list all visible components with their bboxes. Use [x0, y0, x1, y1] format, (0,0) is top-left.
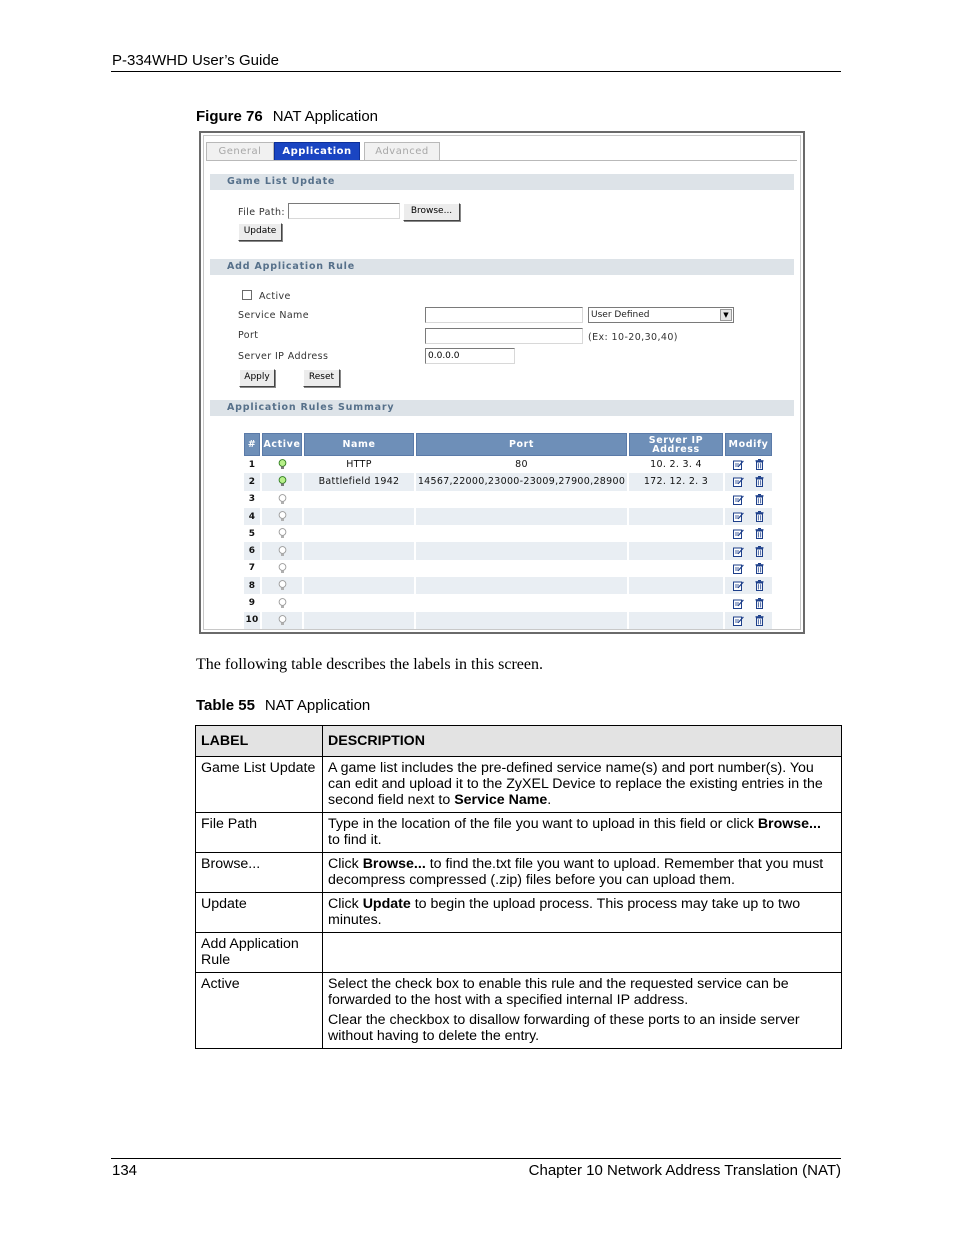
rule-name — [304, 491, 414, 508]
desc-bold-term: Update — [362, 896, 411, 912]
service-name-input[interactable] — [425, 307, 583, 323]
screenshot-panel — [203, 135, 801, 630]
desc-text: to find the.txt file you want to upload. Remember that you must decompress compressed (.zip) files before you can upload them. — [328, 856, 824, 888]
lightbulb-off-icon — [262, 560, 302, 577]
desc-description — [323, 973, 842, 1049]
desc-text: Click — [328, 896, 363, 912]
rule-port — [416, 491, 627, 508]
desc-head-description: DESCRIPTION — [323, 726, 842, 757]
tab-advanced[interactable]: Advanced — [364, 142, 440, 161]
figure-title: NAT Application — [272, 108, 379, 125]
desc-description — [323, 813, 842, 853]
table-row — [244, 594, 772, 611]
rules-summary-table — [242, 433, 774, 629]
tab-application[interactable]: Application — [274, 142, 360, 161]
trash-icon[interactable] — [749, 546, 770, 557]
rule-number: 5 — [248, 528, 256, 539]
rule-server-ip — [629, 612, 723, 629]
rule-modify — [725, 594, 772, 611]
lightbulb-on-icon — [262, 456, 302, 473]
port-hint: (Ex: 10-20,30,40) — [588, 332, 678, 343]
rule-server-ip — [629, 525, 723, 542]
table-row — [244, 473, 772, 490]
desc-label: Active — [196, 973, 323, 1049]
edit-icon[interactable] — [728, 546, 749, 557]
rule-port — [416, 508, 627, 525]
desc-paragraph — [328, 896, 836, 928]
edit-icon[interactable] — [728, 528, 749, 539]
desc-bold-term: Service Name — [454, 792, 548, 808]
rule-modify — [725, 525, 772, 542]
rule-number: 10 — [244, 612, 260, 629]
port-label: Port — [238, 330, 259, 341]
desc-bold-term: Browse... — [757, 816, 821, 832]
col-number: # — [244, 433, 260, 456]
lightbulb-off-icon — [262, 612, 302, 629]
desc-text: Click — [328, 856, 363, 872]
edit-icon[interactable] — [728, 598, 749, 609]
table-row — [196, 757, 842, 813]
reset-button[interactable]: Reset — [303, 369, 340, 387]
rule-name — [304, 612, 414, 629]
server-ip-label: Server IP Address — [238, 351, 329, 362]
rule-server-ip: 172. 12. 2. 3 — [629, 473, 723, 490]
desc-bold-term: Browse... — [362, 856, 426, 872]
service-select[interactable] — [588, 307, 734, 323]
rule-server-ip — [629, 577, 723, 594]
rule-number: 8 — [244, 577, 260, 594]
service-name-label: Service Name — [238, 310, 309, 321]
desc-description — [323, 933, 842, 973]
tab-underline — [207, 160, 797, 161]
rule-server-ip — [629, 594, 723, 611]
rule-port — [416, 560, 627, 577]
lightbulb-off-icon — [262, 525, 302, 542]
rule-name — [304, 577, 414, 594]
rule-number: 6 — [244, 542, 260, 559]
table-row — [244, 456, 772, 473]
col-name: Name — [304, 433, 414, 456]
page-number: 134 — [112, 1162, 138, 1179]
rule-modify — [725, 456, 772, 473]
rule-name — [304, 560, 414, 577]
desc-text: to find it. — [328, 832, 382, 848]
table-row — [244, 525, 772, 542]
table-row — [196, 973, 842, 1049]
rule-modify — [725, 542, 772, 559]
rule-number: 4 — [244, 508, 260, 525]
section-game-list-update: Game List Update — [210, 174, 794, 190]
col-server-ip: Server IP Address — [629, 433, 723, 456]
server-ip-input[interactable]: 0.0.0.0 — [425, 348, 515, 364]
trash-icon[interactable] — [749, 459, 770, 470]
desc-paragraph — [328, 816, 836, 848]
desc-header-row — [196, 726, 842, 757]
page-header: P-334WHD User’s Guide — [112, 52, 279, 69]
desc-description — [323, 893, 842, 933]
chevron-down-icon[interactable]: ▼ — [720, 309, 732, 321]
header-rule — [111, 71, 841, 72]
col-modify: Modify — [725, 433, 772, 456]
table-header-row — [244, 433, 772, 456]
rule-server-ip — [629, 542, 723, 559]
section-application-rules-summary: Application Rules Summary — [210, 400, 794, 416]
desc-text: to begin the upload process. This process may take up to two minutes. — [328, 896, 801, 928]
rule-number: 3 — [248, 494, 256, 505]
rule-name — [304, 508, 414, 525]
active-label: Active — [259, 291, 291, 302]
trash-icon[interactable] — [749, 615, 770, 626]
table-number: Table 55 — [196, 697, 255, 714]
trash-icon[interactable] — [749, 563, 770, 574]
apply-button[interactable]: Apply — [239, 369, 275, 387]
rule-modify — [725, 508, 772, 525]
chapter-title: Chapter 10 Network Address Translation (NAT) — [528, 1162, 841, 1179]
rule-port — [416, 542, 627, 559]
description-table — [195, 725, 842, 1049]
rule-port: 14567,22000,23000-23009,27900,28900 — [416, 473, 627, 490]
lightbulb-off-icon — [262, 577, 302, 594]
table-row — [244, 577, 772, 594]
trash-icon[interactable] — [749, 580, 770, 591]
desc-label: File Path — [196, 813, 323, 853]
rule-server-ip — [629, 560, 723, 577]
table-row — [244, 542, 772, 559]
table-row — [196, 893, 842, 933]
table-row — [244, 491, 772, 508]
rule-number: 7 — [248, 563, 256, 574]
desc-text: Type in the location of the file you want to upload in this field or click — [328, 816, 758, 832]
rule-modify — [725, 577, 772, 594]
desc-paragraph — [328, 760, 836, 808]
tab-general[interactable]: General — [206, 142, 274, 161]
rule-number: 2 — [244, 473, 260, 490]
file-path-label: File Path: — [238, 207, 285, 218]
desc-label: Update — [196, 893, 323, 933]
nat-application-screenshot — [199, 131, 805, 634]
desc-paragraph — [328, 976, 836, 1008]
figure-caption — [196, 108, 378, 125]
edit-icon[interactable] — [728, 580, 749, 591]
browse-button[interactable]: Browse... — [403, 203, 460, 221]
description-body — [196, 757, 842, 1049]
table-title: NAT Application — [264, 697, 371, 714]
rule-name: Battlefield 1942 — [304, 473, 414, 490]
table-row — [244, 612, 772, 629]
intro-text: The following table describes the labels in this screen. — [196, 656, 544, 673]
lightbulb-off-icon — [262, 594, 302, 611]
trash-icon[interactable] — [749, 494, 770, 505]
port-input[interactable] — [425, 328, 583, 344]
table-caption — [196, 697, 370, 714]
desc-head-label: LABEL — [196, 726, 323, 757]
desc-label: Game List Update — [196, 757, 323, 813]
table-row — [196, 933, 842, 973]
trash-icon[interactable] — [749, 511, 770, 522]
desc-paragraph — [328, 1012, 836, 1044]
section-add-application-rule: Add Application Rule — [210, 259, 794, 275]
table-row — [196, 853, 842, 893]
figure-number: Figure 76 — [196, 108, 263, 125]
desc-text: Clear the checkbox to disallow forwarding of these ports to an inside server without having to delete the entry. — [328, 1012, 800, 1044]
table-row — [244, 560, 772, 577]
rule-port — [416, 577, 627, 594]
desc-text: A game list includes the pre-defined service name(s) and port number(s). You can edit and upload it to the ZyXEL Device to replace the existing entries in the second field next to — [328, 760, 823, 808]
footer-rule — [111, 1158, 841, 1159]
update-button[interactable]: Update — [238, 223, 282, 241]
lightbulb-off-icon — [262, 542, 302, 559]
desc-text: Select the check box to enable this rule and the requested service can be forwarded to the host with a specified internal IP address. — [328, 976, 789, 1008]
rule-number: 1 — [248, 459, 256, 470]
rule-name — [304, 594, 414, 611]
rule-modify — [725, 491, 772, 508]
desc-description — [323, 853, 842, 893]
trash-icon[interactable] — [749, 528, 770, 539]
rule-port — [416, 525, 627, 542]
file-path-input[interactable] — [288, 203, 400, 219]
trash-icon[interactable] — [749, 598, 770, 609]
col-active: Active — [262, 433, 302, 456]
edit-icon[interactable] — [728, 459, 749, 470]
edit-icon[interactable] — [728, 476, 749, 487]
rule-modify — [725, 612, 772, 629]
active-checkbox[interactable] — [242, 290, 252, 300]
rule-name: HTTP — [346, 459, 372, 471]
rules-summary-body — [244, 456, 772, 629]
desc-label: Browse... — [196, 853, 323, 893]
lightbulb-off-icon — [262, 491, 302, 508]
rule-number: 9 — [248, 598, 256, 609]
desc-label: Add Application Rule — [196, 933, 323, 973]
table-row — [196, 813, 842, 853]
edit-icon[interactable] — [728, 615, 749, 626]
table-row — [244, 508, 772, 525]
lightbulb-on-icon — [262, 473, 302, 490]
rule-modify — [725, 473, 772, 490]
desc-text: . — [547, 792, 552, 808]
rule-port — [416, 612, 627, 629]
service-select-value: User Defined — [591, 310, 650, 320]
trash-icon[interactable] — [749, 476, 770, 487]
rule-server-ip: 10. 2. 3. 4 — [650, 459, 702, 471]
rule-name — [304, 525, 414, 542]
lightbulb-off-icon — [262, 508, 302, 525]
rule-modify — [725, 560, 772, 577]
rule-server-ip — [629, 491, 723, 508]
edit-icon[interactable] — [728, 494, 749, 505]
rule-name — [304, 542, 414, 559]
edit-icon[interactable] — [728, 563, 749, 574]
rule-port — [416, 594, 627, 611]
col-port: Port — [416, 433, 627, 456]
desc-paragraph — [328, 856, 836, 888]
edit-icon[interactable] — [728, 511, 749, 522]
rule-server-ip — [629, 508, 723, 525]
desc-description — [323, 757, 842, 813]
rule-port: 80 — [515, 459, 528, 471]
